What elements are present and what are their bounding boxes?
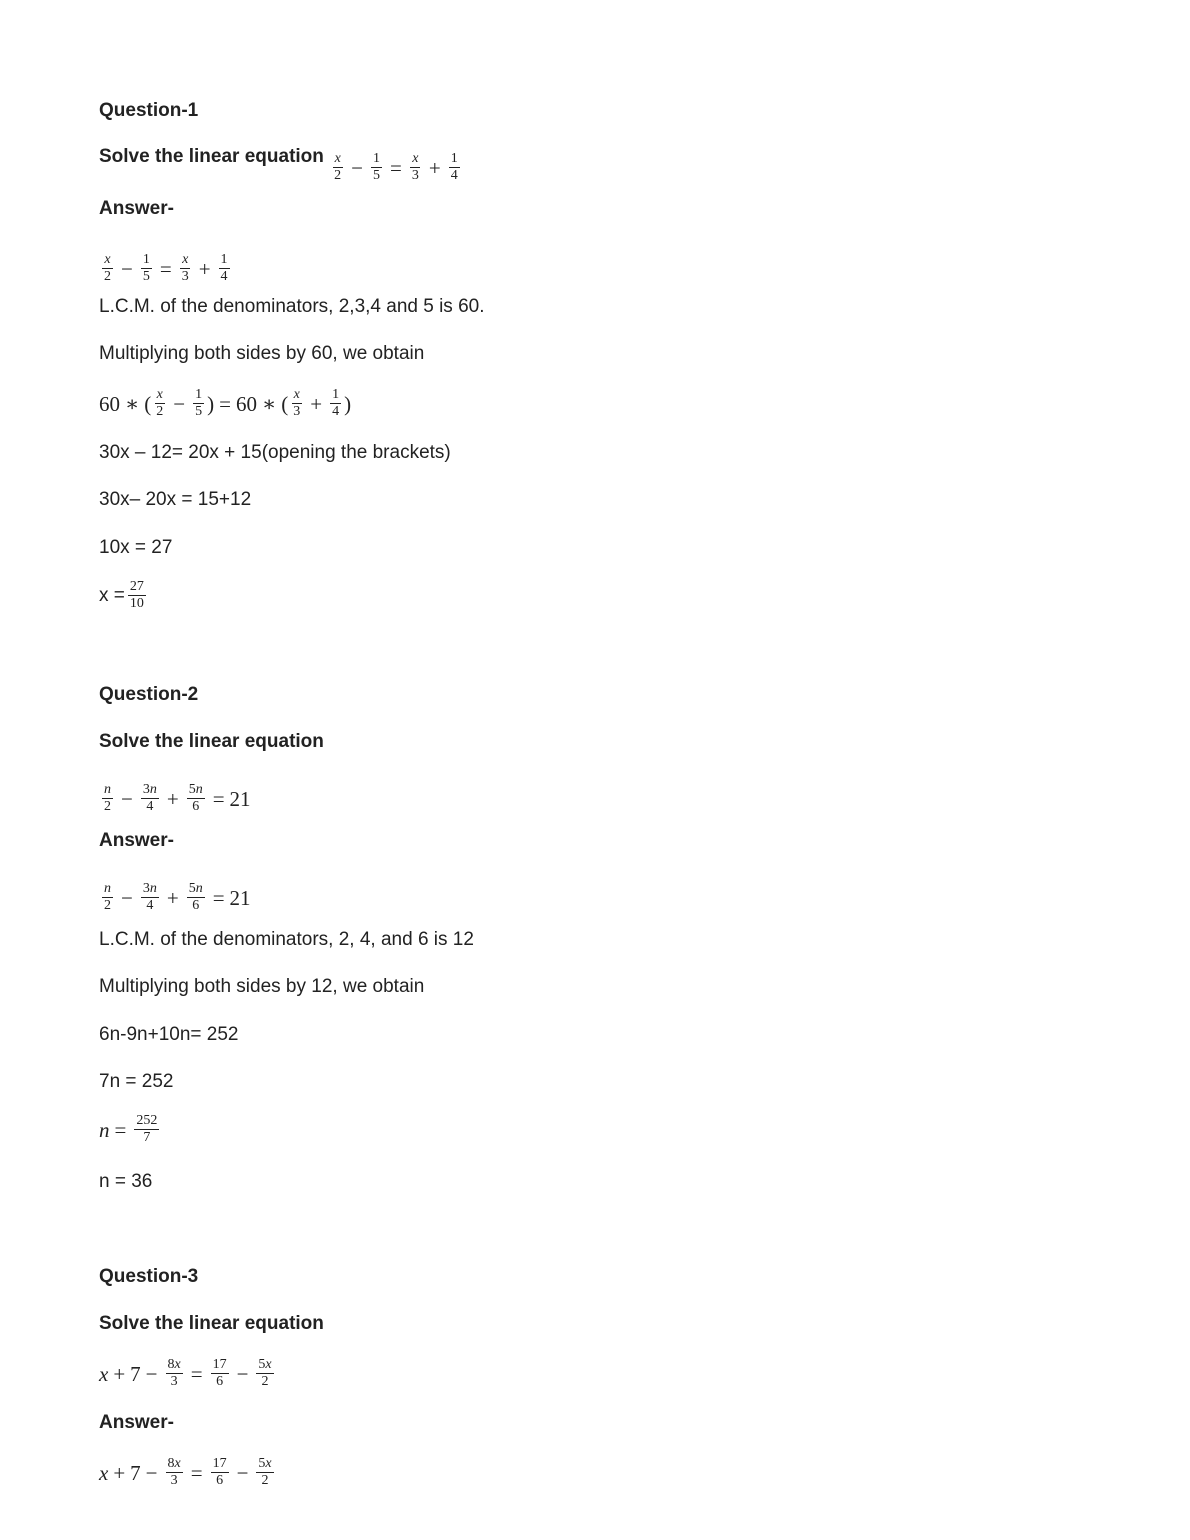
question-1-multiply-text: Multiplying both sides by 60, we obtain [99,343,425,364]
question-2-step-1: 6n-9n+10n= 252 [99,1024,239,1045]
question-2-equation: $\frac{n}{2}$ − $\frac{3n}{4}$ + $\frac{5n}{6}$ = 21 [104,782,251,814]
question-1-title: Question-1 [99,100,199,121]
question-1-step-3: 10x = 27 [99,537,173,558]
question-2-answer-equation: $\frac{n}{2}$ − $\frac{3n}{4}$ + $\frac{5n}{6}$ = 21 [104,881,251,913]
question-2-multiply-text: Multiplying both sides by 12, we obtain [99,976,425,997]
question-1-step-2: 30x– 20x = 15+12 [99,489,252,510]
question-2-lcm-text: L.C.M. of the denominators, 2, 4, and 6 is 12 [99,929,474,950]
question-1-answer-label: Answer- [99,198,174,219]
question-2-title: Question-2 [99,684,199,705]
question-1-result-numerator: 27 [129,579,144,594]
question-2-step-2: 7n = 252 [99,1071,174,1092]
question-3-equation: x + 7 − $\frac{8x}{3}$ = $\frac{17}{6}$ − $\frac{5x}{2}$ [99,1357,272,1389]
question-1-step-1: 30x – 12= 20x + 15(opening the brackets) [99,442,451,463]
question-2-result: n = 36 [99,1171,153,1192]
question-1-lcm-text: L.C.M. of the denominators, 2,3,4 and 5 is 60. [99,296,485,317]
question-2-prompt: Solve the linear equation [99,731,324,752]
question-1-multiplied-equation: 60 ∗ ( $\frac{x}{2}$ − $\frac{1}{5}$ ) = 60 ∗ ( $\frac{x}{3}$ + $\frac{1}{4}$ ) [99,387,352,419]
question-1-result [99,580,149,611]
question-2-fraction-step: n = $\frac{252}{7}$ [99,1113,158,1145]
question-2-fraction-numerator: 252 [136,1113,158,1128]
question-1-result-denominator: 10 [129,596,144,611]
question-1-equation: $\frac{x}{2}$ − $\frac{1}{5}$ = $\frac{x}{3}$ + $\frac{1}{4}$ [334,151,458,183]
question-3-answer-equation: x + 7 − $\frac{8x}{3}$ = $\frac{17}{6}$ − $\frac{5x}{2}$ [99,1456,272,1488]
question-3-prompt: Solve the linear equation [99,1313,324,1334]
question-2-fraction-denominator: 7 [143,1130,151,1145]
question-1-prompt [99,145,463,183]
question-2-answer-label: Answer- [99,830,174,851]
question-1-answer-equation: $\frac{x}{2}$ − $\frac{1}{5}$ = $\frac{x}{3}$ + $\frac{1}{4}$ [104,252,228,284]
question-1-result-lhs: x = [99,584,125,606]
question-1-prompt-text: Solve the linear equation [99,146,324,167]
question-3-answer-label: Answer- [99,1412,174,1433]
question-3-title: Question-3 [99,1266,199,1287]
